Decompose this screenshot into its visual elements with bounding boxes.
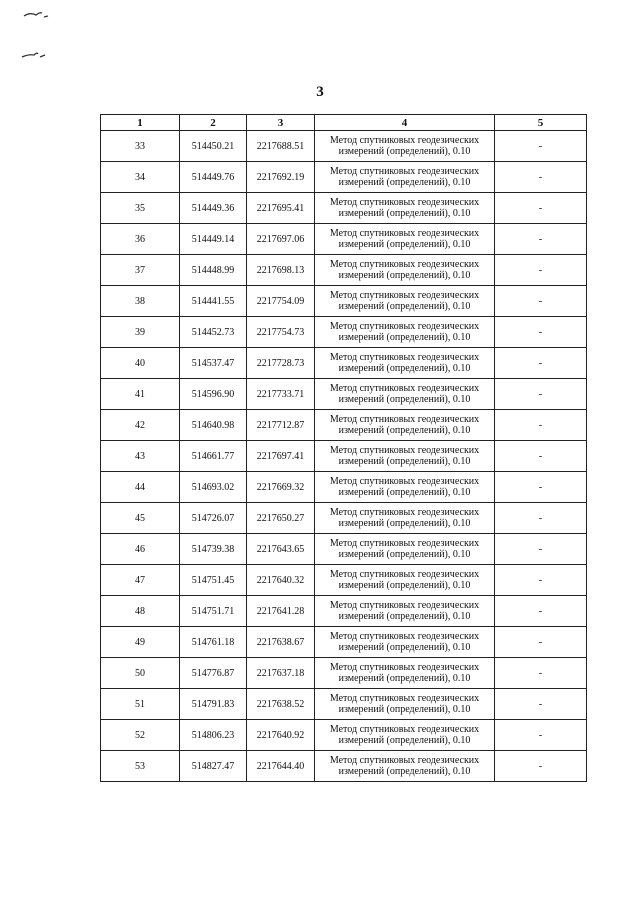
column-header-1: 1 (101, 115, 180, 131)
method-cell (315, 286, 495, 317)
method-cell (315, 658, 495, 689)
note-cell: - (495, 441, 587, 472)
method-line-1: Метод спутниковых геодезических (329, 600, 480, 611)
coordinate-x: 514537.47 (180, 348, 247, 379)
method-line-2: измерений (определений), 0.10 (338, 394, 471, 405)
method-line-2: измерений (определений), 0.10 (338, 301, 471, 312)
note-cell: - (495, 162, 587, 193)
method-line-1: Метод спутниковых геодезических (329, 693, 480, 704)
method-cell (315, 472, 495, 503)
method-line-1: Метод спутниковых геодезических (329, 135, 480, 146)
coordinate-y: 2217754.73 (247, 317, 315, 348)
point-number: 35 (101, 193, 180, 224)
note-cell: - (495, 565, 587, 596)
note-cell: - (495, 224, 587, 255)
point-number: 52 (101, 720, 180, 751)
coordinate-y: 2217728.73 (247, 348, 315, 379)
method-line-1: Метод спутниковых геодезических (329, 569, 480, 580)
method-line-2: измерений (определений), 0.10 (338, 611, 471, 622)
method-line-1: Метод спутниковых геодезических (329, 724, 480, 735)
point-number: 49 (101, 627, 180, 658)
note-cell: - (495, 751, 587, 782)
coordinate-x: 514450.21 (180, 131, 247, 162)
coordinate-x: 514806.23 (180, 720, 247, 751)
method-line-2: измерений (определений), 0.10 (338, 456, 471, 467)
coordinate-y: 2217650.27 (247, 503, 315, 534)
note-cell: - (495, 720, 587, 751)
note-cell: - (495, 658, 587, 689)
coordinate-y: 2217638.67 (247, 627, 315, 658)
table-header-row (101, 115, 587, 131)
column-header-2: 2 (180, 115, 247, 131)
point-number: 45 (101, 503, 180, 534)
point-number: 36 (101, 224, 180, 255)
table-row (101, 627, 587, 658)
method-cell (315, 317, 495, 348)
note-cell: - (495, 503, 587, 534)
method-line-1: Метод спутниковых геодезических (329, 383, 480, 394)
table-row (101, 348, 587, 379)
method-cell (315, 131, 495, 162)
method-line-1: Метод спутниковых геодезических (329, 166, 480, 177)
method-line-1: Метод спутниковых геодезических (329, 476, 480, 487)
coordinate-x: 514776.87 (180, 658, 247, 689)
method-cell (315, 348, 495, 379)
coordinate-x: 514441.55 (180, 286, 247, 317)
note-cell: - (495, 193, 587, 224)
method-line-2: измерений (определений), 0.10 (338, 425, 471, 436)
point-number: 46 (101, 534, 180, 565)
coordinate-y: 2217640.32 (247, 565, 315, 596)
note-cell: - (495, 689, 587, 720)
note-cell: - (495, 131, 587, 162)
point-number: 50 (101, 658, 180, 689)
table-row (101, 751, 587, 782)
coordinate-x: 514448.99 (180, 255, 247, 286)
method-line-1: Метод спутниковых геодезических (329, 352, 480, 363)
point-number: 47 (101, 565, 180, 596)
coordinate-x: 514452.73 (180, 317, 247, 348)
note-cell: - (495, 317, 587, 348)
coordinate-x: 514827.47 (180, 751, 247, 782)
point-number: 43 (101, 441, 180, 472)
table-row (101, 255, 587, 286)
method-line-2: измерений (определений), 0.10 (338, 549, 471, 560)
method-line-2: измерений (определений), 0.10 (338, 332, 471, 343)
method-cell (315, 503, 495, 534)
coordinate-y: 2217733.71 (247, 379, 315, 410)
note-cell: - (495, 472, 587, 503)
note-cell: - (495, 410, 587, 441)
coordinate-x: 514693.02 (180, 472, 247, 503)
method-cell (315, 441, 495, 472)
point-number: 33 (101, 131, 180, 162)
coordinates-table (100, 114, 587, 782)
page-number: 3 (316, 84, 324, 100)
table-row (101, 379, 587, 410)
note-cell: - (495, 534, 587, 565)
coordinate-x: 514449.36 (180, 193, 247, 224)
method-cell (315, 689, 495, 720)
coordinate-x: 514791.83 (180, 689, 247, 720)
note-cell: - (495, 255, 587, 286)
coordinate-x: 514449.14 (180, 224, 247, 255)
table-row (101, 565, 587, 596)
point-number: 42 (101, 410, 180, 441)
scan-marks (0, 0, 100, 80)
column-header-3: 3 (247, 115, 315, 131)
method-cell (315, 255, 495, 286)
note-cell: - (495, 627, 587, 658)
note-cell: - (495, 286, 587, 317)
table-body (101, 131, 587, 782)
note-cell: - (495, 348, 587, 379)
method-line-2: измерений (определений), 0.10 (338, 146, 471, 157)
coordinate-y: 2217637.18 (247, 658, 315, 689)
method-line-2: измерений (определений), 0.10 (338, 580, 471, 591)
method-line-2: измерений (определений), 0.10 (338, 177, 471, 188)
point-number: 44 (101, 472, 180, 503)
point-number: 39 (101, 317, 180, 348)
table-row (101, 503, 587, 534)
method-line-1: Метод спутниковых геодезических (329, 321, 480, 332)
method-line-1: Метод спутниковых геодезических (329, 631, 480, 642)
coordinate-x: 514596.90 (180, 379, 247, 410)
point-number: 53 (101, 751, 180, 782)
coordinate-x: 514751.71 (180, 596, 247, 627)
note-cell: - (495, 379, 587, 410)
coordinate-y: 2217754.09 (247, 286, 315, 317)
method-cell (315, 565, 495, 596)
coordinate-y: 2217643.65 (247, 534, 315, 565)
coordinate-y: 2217688.51 (247, 131, 315, 162)
method-line-1: Метод спутниковых геодезических (329, 662, 480, 673)
method-line-1: Метод спутниковых геодезических (329, 755, 480, 766)
coordinate-y: 2217638.52 (247, 689, 315, 720)
point-number: 34 (101, 162, 180, 193)
table-row (101, 162, 587, 193)
method-line-2: измерений (определений), 0.10 (338, 208, 471, 219)
table-row (101, 131, 587, 162)
coordinate-x: 514640.98 (180, 410, 247, 441)
method-line-2: измерений (определений), 0.10 (338, 518, 471, 529)
method-line-2: измерений (определений), 0.10 (338, 363, 471, 374)
coordinate-x: 514761.18 (180, 627, 247, 658)
point-number: 37 (101, 255, 180, 286)
coordinate-y: 2217697.06 (247, 224, 315, 255)
method-cell (315, 534, 495, 565)
method-cell (315, 379, 495, 410)
coordinate-x: 514739.38 (180, 534, 247, 565)
point-number: 51 (101, 689, 180, 720)
table-row (101, 720, 587, 751)
column-header-4: 4 (315, 115, 495, 131)
method-line-1: Метод спутниковых геодезических (329, 228, 480, 239)
method-line-2: измерений (определений), 0.10 (338, 270, 471, 281)
method-cell (315, 720, 495, 751)
method-cell (315, 751, 495, 782)
method-cell (315, 410, 495, 441)
coordinate-y: 2217669.32 (247, 472, 315, 503)
table-row (101, 286, 587, 317)
coordinate-y: 2217697.41 (247, 441, 315, 472)
method-cell (315, 596, 495, 627)
method-line-2: измерений (определений), 0.10 (338, 766, 471, 777)
point-number: 40 (101, 348, 180, 379)
method-line-2: измерений (определений), 0.10 (338, 487, 471, 498)
method-line-1: Метод спутниковых геодезических (329, 414, 480, 425)
method-cell (315, 627, 495, 658)
point-number: 38 (101, 286, 180, 317)
method-line-2: измерений (определений), 0.10 (338, 642, 471, 653)
method-line-2: измерений (определений), 0.10 (338, 239, 471, 250)
method-line-2: измерений (определений), 0.10 (338, 704, 471, 715)
table-row (101, 224, 587, 255)
table-row (101, 534, 587, 565)
coordinate-y: 2217695.41 (247, 193, 315, 224)
method-line-1: Метод спутниковых геодезических (329, 197, 480, 208)
method-cell (315, 224, 495, 255)
method-line-1: Метод спутниковых геодезических (329, 538, 480, 549)
method-line-1: Метод спутниковых геодезических (329, 290, 480, 301)
point-number: 41 (101, 379, 180, 410)
table-row (101, 689, 587, 720)
method-line-1: Метод спутниковых геодезических (329, 259, 480, 270)
note-cell: - (495, 596, 587, 627)
table-row (101, 193, 587, 224)
coordinate-x: 514661.77 (180, 441, 247, 472)
coordinate-y: 2217698.13 (247, 255, 315, 286)
coordinate-y: 2217644.40 (247, 751, 315, 782)
method-line-1: Метод спутниковых геодезических (329, 507, 480, 518)
point-number: 48 (101, 596, 180, 627)
coordinate-y: 2217641.28 (247, 596, 315, 627)
coordinate-y: 2217640.92 (247, 720, 315, 751)
column-header-5: 5 (495, 115, 587, 131)
method-line-1: Метод спутниковых геодезических (329, 445, 480, 456)
coordinate-y: 2217692.19 (247, 162, 315, 193)
table-row (101, 441, 587, 472)
table-row (101, 317, 587, 348)
method-cell (315, 162, 495, 193)
table-row (101, 658, 587, 689)
table-row (101, 596, 587, 627)
method-line-2: измерений (определений), 0.10 (338, 735, 471, 746)
coordinate-y: 2217712.87 (247, 410, 315, 441)
coordinate-x: 514751.45 (180, 565, 247, 596)
method-cell (315, 193, 495, 224)
coordinate-x: 514449.76 (180, 162, 247, 193)
coordinate-x: 514726.07 (180, 503, 247, 534)
table-row (101, 410, 587, 441)
method-line-2: измерений (определений), 0.10 (338, 673, 471, 684)
table-row (101, 472, 587, 503)
